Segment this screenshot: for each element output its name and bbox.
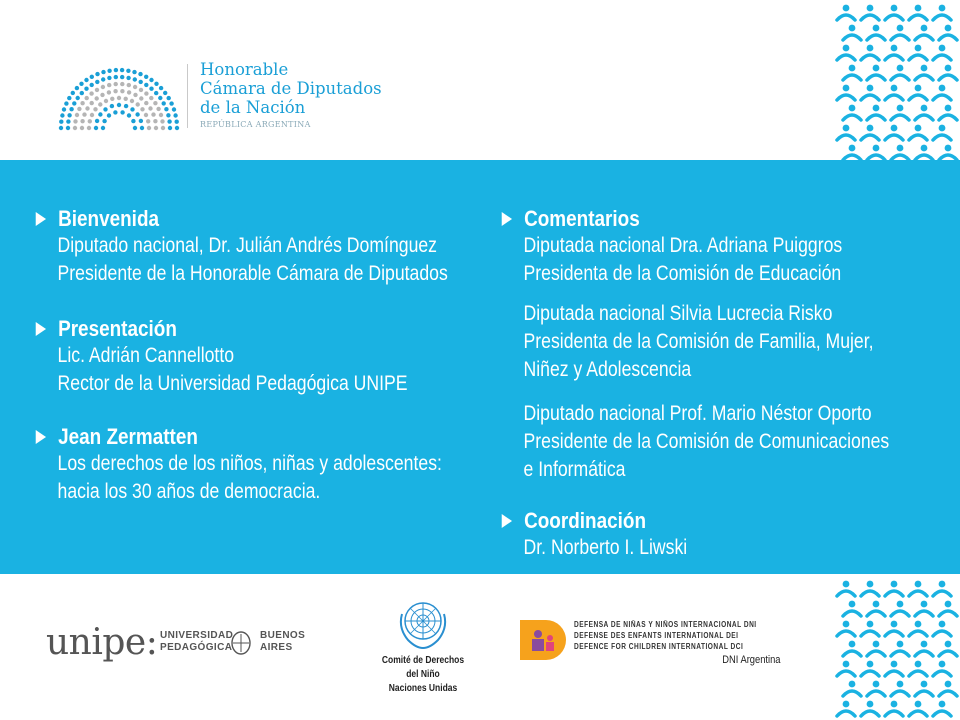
arch-dot	[90, 113, 94, 117]
block-line: Presidente de la Comisión de Comunicaciones	[523, 430, 890, 453]
arch-dot	[103, 107, 107, 111]
arch-dot	[120, 110, 124, 114]
arch-dot	[67, 113, 71, 117]
arch-dot	[149, 87, 153, 91]
arch-dot	[139, 96, 143, 100]
arch-dot	[101, 70, 105, 74]
arch-dot	[138, 72, 142, 76]
dni-name-lines: DEFENSA DE NIÑAS Y NIÑOS INTERNACIONAL DNI DEFENSE DES ENFANTS INTERNATIONAL DEI DEFENCE FOR CHILDREN INTERNATIONAL DCI	[574, 620, 757, 651]
arch-dot	[156, 107, 160, 111]
block-oporto	[500, 400, 960, 484]
figure-motif	[939, 681, 957, 696]
block-line: Presidente de la Honorable Cámara de Diputados	[57, 262, 448, 285]
province-seal-icon	[230, 630, 252, 656]
logo-divider	[187, 64, 188, 128]
figure-motif	[915, 601, 933, 616]
arch-dot	[75, 113, 79, 117]
figure-motif	[933, 701, 951, 716]
un-committee-logo	[368, 594, 478, 694]
block-line: Presidenta de la Comisión de Educación	[523, 262, 842, 285]
block-line: Dr. Norberto I. Liwski	[523, 536, 688, 559]
arch-dot	[66, 119, 70, 123]
figure-motif	[891, 681, 909, 696]
block-bienvenida	[34, 206, 527, 288]
figure-motif	[837, 85, 855, 100]
triangle-bullet-icon	[36, 430, 46, 444]
figure-motif	[939, 65, 957, 80]
arch-dot	[101, 77, 105, 81]
arch-dot	[104, 99, 108, 103]
arch-dot	[77, 107, 81, 111]
arch-dot	[158, 96, 162, 100]
figure-motif	[909, 85, 927, 100]
arch-dot	[159, 113, 163, 117]
block-line: Diputado nacional Prof. Mario Néstor Oporto	[523, 402, 872, 425]
figure-motif	[939, 25, 957, 40]
arch-dot	[90, 75, 94, 79]
arch-dot	[154, 126, 158, 130]
arch-dot	[59, 120, 63, 124]
arch-dot	[139, 80, 143, 84]
arch-dot	[133, 126, 137, 130]
arch-dot	[160, 119, 164, 123]
figure-motif	[867, 105, 885, 120]
dni-logo	[518, 614, 780, 674]
figure-motif	[861, 45, 879, 60]
figure-motif	[885, 45, 903, 60]
institution-country: REPÚBLICA ARGENTINA	[200, 120, 311, 129]
figure-motif	[933, 125, 951, 140]
arch-dot	[82, 112, 86, 116]
institution-line-2: Cámara de Diputados	[200, 79, 382, 98]
arch-dot	[88, 119, 92, 123]
triangle-bullet-icon	[502, 212, 512, 226]
arch-dot	[59, 126, 63, 130]
figure-motif	[885, 125, 903, 140]
arch-dot	[127, 83, 131, 87]
arch-dot	[124, 97, 128, 101]
arch-dot	[90, 83, 94, 87]
figure-motif	[891, 601, 909, 616]
figure-motif	[909, 621, 927, 636]
figure-motif	[933, 5, 951, 20]
figure-motif	[885, 661, 903, 676]
figure-motif	[867, 65, 885, 80]
figure-motif	[843, 65, 861, 80]
arch-dot	[107, 76, 111, 80]
figure-motif	[843, 25, 861, 40]
arch-dot	[139, 88, 143, 92]
institution-line-3: de la Nación	[200, 98, 306, 117]
figure-motif	[909, 125, 927, 140]
header	[0, 0, 960, 160]
figure-motif	[891, 145, 909, 160]
figure-motif	[933, 661, 951, 676]
arch-dot	[117, 103, 121, 107]
figure-motif	[891, 641, 909, 656]
arch-dot	[95, 88, 99, 92]
arch-dot	[98, 102, 102, 106]
figure-motif	[915, 65, 933, 80]
figure-motif	[909, 581, 927, 596]
block-title: Comentarios	[500, 206, 850, 232]
figure-motif	[933, 85, 951, 100]
arch-dot	[100, 93, 104, 97]
figure-motif	[885, 701, 903, 716]
arch-dot	[144, 75, 148, 79]
arch-dot	[147, 126, 151, 130]
arch-dot	[80, 119, 84, 123]
arch-dot	[120, 82, 124, 86]
arch-dot	[95, 72, 99, 76]
figure-motif	[861, 5, 879, 20]
chamber-arch-logo	[58, 42, 180, 132]
arch-dot	[66, 126, 70, 130]
figure-motif	[843, 641, 861, 656]
arch-dot	[76, 96, 80, 100]
arch-dot	[130, 107, 134, 111]
figure-motif	[915, 145, 933, 160]
figure-motif	[867, 601, 885, 616]
arch-dot	[127, 113, 131, 117]
arch-dot	[132, 70, 136, 74]
arch-dot	[71, 91, 75, 95]
arch-dot	[60, 113, 64, 117]
block-presentacion	[34, 316, 479, 398]
arch-dot	[126, 76, 130, 80]
block-line: Diputado nacional, Dr. Julián Andrés Domínguez	[57, 234, 438, 257]
arch-dot	[173, 113, 177, 117]
arch-dot	[80, 126, 84, 130]
figure-motif	[837, 581, 855, 596]
arch-dot	[149, 78, 153, 82]
arch-dot	[62, 107, 66, 111]
block-line: hacia los 30 años de democracia.	[57, 480, 321, 503]
arch-dot	[110, 97, 114, 101]
arch-dot	[154, 91, 158, 95]
block-coordinacion	[500, 508, 723, 562]
figure-motif	[939, 601, 957, 616]
arch-dot	[164, 107, 168, 111]
arch-dot	[94, 126, 98, 130]
figures-pattern-top	[832, 0, 960, 160]
unipe-wordmark: unipe:	[46, 622, 158, 663]
arch-dot	[90, 101, 94, 105]
figure-motif	[861, 581, 879, 596]
arch-dot	[98, 112, 102, 116]
figure-motif	[915, 681, 933, 696]
arch-dot	[151, 112, 155, 116]
block-title: Presentación	[34, 316, 416, 342]
figure-motif	[867, 145, 885, 160]
triangle-bullet-icon	[502, 514, 512, 528]
arch-dot	[149, 96, 153, 100]
arch-dot	[167, 96, 171, 100]
arch-dot	[162, 101, 166, 105]
figure-motif	[861, 125, 879, 140]
arch-dot	[172, 107, 176, 111]
arch-dot	[101, 126, 105, 130]
arch-dot	[167, 119, 171, 123]
arch-dot	[135, 112, 139, 116]
institution-name	[200, 60, 382, 129]
triangle-bullet-icon	[36, 322, 46, 336]
un-committee-line-1: Comité de Derechos	[381, 655, 465, 666]
un-emblem-icon	[394, 594, 452, 652]
arch-dot	[136, 102, 140, 106]
arch-dot	[175, 120, 179, 124]
block-line: Lic. Adrián Cannellotto	[57, 344, 235, 367]
arch-dot	[67, 96, 71, 100]
figure-motif	[891, 65, 909, 80]
arch-dot	[163, 91, 167, 95]
block-line: Niñez y Adolescencia	[523, 358, 692, 381]
arch-dot	[169, 101, 173, 105]
arch-dot	[140, 126, 144, 130]
arch-dot	[130, 99, 134, 103]
figure-motif	[861, 661, 879, 676]
arch-dot	[72, 101, 76, 105]
arch-dot	[113, 110, 117, 114]
figure-motif	[837, 621, 855, 636]
figure-motif	[933, 45, 951, 60]
arch-dot	[85, 96, 89, 100]
block-line: Rector de la Universidad Pedagógica UNIPE	[57, 372, 408, 395]
figures-pattern-bottom	[832, 574, 960, 720]
arch-dot	[113, 89, 117, 93]
arch-dot	[107, 113, 111, 117]
figure-motif	[861, 621, 879, 636]
arch-dot	[144, 83, 148, 87]
arch-dot	[133, 85, 137, 89]
arch-dot	[139, 119, 143, 123]
block-risko	[500, 300, 945, 384]
figure-motif	[867, 25, 885, 40]
figure-motif	[909, 45, 927, 60]
arch-dot	[144, 113, 148, 117]
figure-motif	[837, 701, 855, 716]
block-line: Presidenta de la Comisión de Familia, Mujer,	[523, 330, 874, 353]
figure-motif	[861, 701, 879, 716]
arch-dot	[107, 83, 111, 87]
program-band	[0, 160, 960, 574]
arch-dot	[95, 96, 99, 100]
figure-motif	[915, 25, 933, 40]
arch-dot	[85, 106, 89, 110]
arch-dot	[95, 119, 99, 123]
arch-dot	[124, 104, 128, 108]
figure-motif	[891, 105, 909, 120]
arch-dot	[140, 107, 144, 111]
arch-dot	[144, 91, 148, 95]
figure-motif	[837, 45, 855, 60]
arch-dot	[64, 101, 68, 105]
arch-dot	[159, 86, 163, 90]
arch-dot	[69, 107, 73, 111]
figure-motif	[843, 601, 861, 616]
block-title: Bienvenida	[34, 206, 458, 232]
figure-motif	[837, 5, 855, 20]
arch-dot	[114, 68, 118, 72]
figure-motif	[891, 25, 909, 40]
arch-dot	[117, 96, 121, 100]
dni-mark-icon	[518, 618, 566, 662]
figure-motif	[933, 581, 951, 596]
figure-motif	[843, 105, 861, 120]
arch-dot	[73, 126, 77, 130]
figure-motif	[837, 125, 855, 140]
arch-dot	[133, 93, 137, 97]
figure-motif	[909, 701, 927, 716]
arch-dot	[93, 107, 97, 111]
figure-motif	[909, 5, 927, 20]
triangle-bullet-icon	[36, 212, 46, 226]
unipe-province-label: BUENOS AIRES	[260, 630, 306, 653]
figure-motif	[915, 641, 933, 656]
block-comentarios	[500, 206, 907, 288]
arch-dot	[120, 89, 124, 93]
arch-dot	[120, 68, 124, 72]
arch-dot	[154, 82, 158, 86]
figure-motif	[885, 581, 903, 596]
figure-motif	[843, 681, 861, 696]
arch-dot	[114, 75, 118, 79]
block-line: Los derechos de los niños, niñas y adolescentes:	[57, 452, 442, 475]
block-line: e Informática	[523, 458, 626, 481]
block-line: Diputada nacional Dra. Adriana Puiggros	[523, 234, 843, 257]
arch-dot	[144, 101, 148, 105]
arch-dot	[126, 69, 130, 73]
arch-dot	[75, 86, 79, 90]
arch-dot	[102, 119, 106, 123]
un-committee-line-3: Naciones Unidas	[388, 683, 458, 694]
figure-motif	[885, 5, 903, 20]
arch-dot	[107, 90, 111, 94]
arch-dot	[84, 87, 88, 91]
arch-dot	[107, 69, 111, 73]
arch-dot	[110, 104, 114, 108]
figure-motif	[837, 661, 855, 676]
arch-dot	[73, 119, 77, 123]
figure-motif	[915, 105, 933, 120]
figure-motif	[939, 145, 957, 160]
arch-dot	[80, 101, 84, 105]
arch-dot	[127, 90, 131, 94]
figure-motif	[933, 621, 951, 636]
arch-dot	[168, 126, 172, 130]
arch-dot	[114, 82, 118, 86]
arch-dot	[120, 75, 124, 79]
block-line: Diputada nacional Silvia Lucrecia Risko	[523, 302, 833, 325]
sponsor-logos	[0, 574, 830, 720]
figure-motif	[909, 661, 927, 676]
arch-dot	[80, 91, 84, 95]
arch-dot	[133, 77, 137, 81]
block-title: Jean Zermatten	[34, 424, 452, 450]
figure-motif	[885, 621, 903, 636]
dni-country: DNI Argentina	[721, 654, 780, 666]
arch-dot	[153, 119, 157, 123]
un-committee-line-2: del Niño	[406, 669, 440, 680]
arch-dot	[175, 126, 179, 130]
arch-dot	[87, 126, 91, 130]
block-title: Coordinación	[500, 508, 692, 534]
figure-motif	[867, 641, 885, 656]
figure-motif	[885, 85, 903, 100]
unipe-university-label: UNIVERSIDAD PEDAGÓGICA	[160, 630, 234, 653]
figure-motif	[939, 105, 957, 120]
figure-motif	[843, 145, 861, 160]
arch-dot	[131, 119, 135, 123]
arch-dot	[161, 126, 165, 130]
arch-dot	[153, 101, 157, 105]
institution-line-1: Honorable	[200, 60, 289, 79]
arch-dot	[84, 78, 88, 82]
arch-dot	[89, 91, 93, 95]
arch-dot	[146, 119, 150, 123]
figure-motif	[861, 85, 879, 100]
figure-motif	[867, 681, 885, 696]
arch-dot	[95, 80, 99, 84]
figure-motif	[939, 641, 957, 656]
arch-dot	[101, 85, 105, 89]
block-jean-zermatten	[34, 424, 520, 506]
arch-dot	[148, 106, 152, 110]
arch-dot	[79, 82, 83, 86]
arch-dot	[166, 113, 170, 117]
